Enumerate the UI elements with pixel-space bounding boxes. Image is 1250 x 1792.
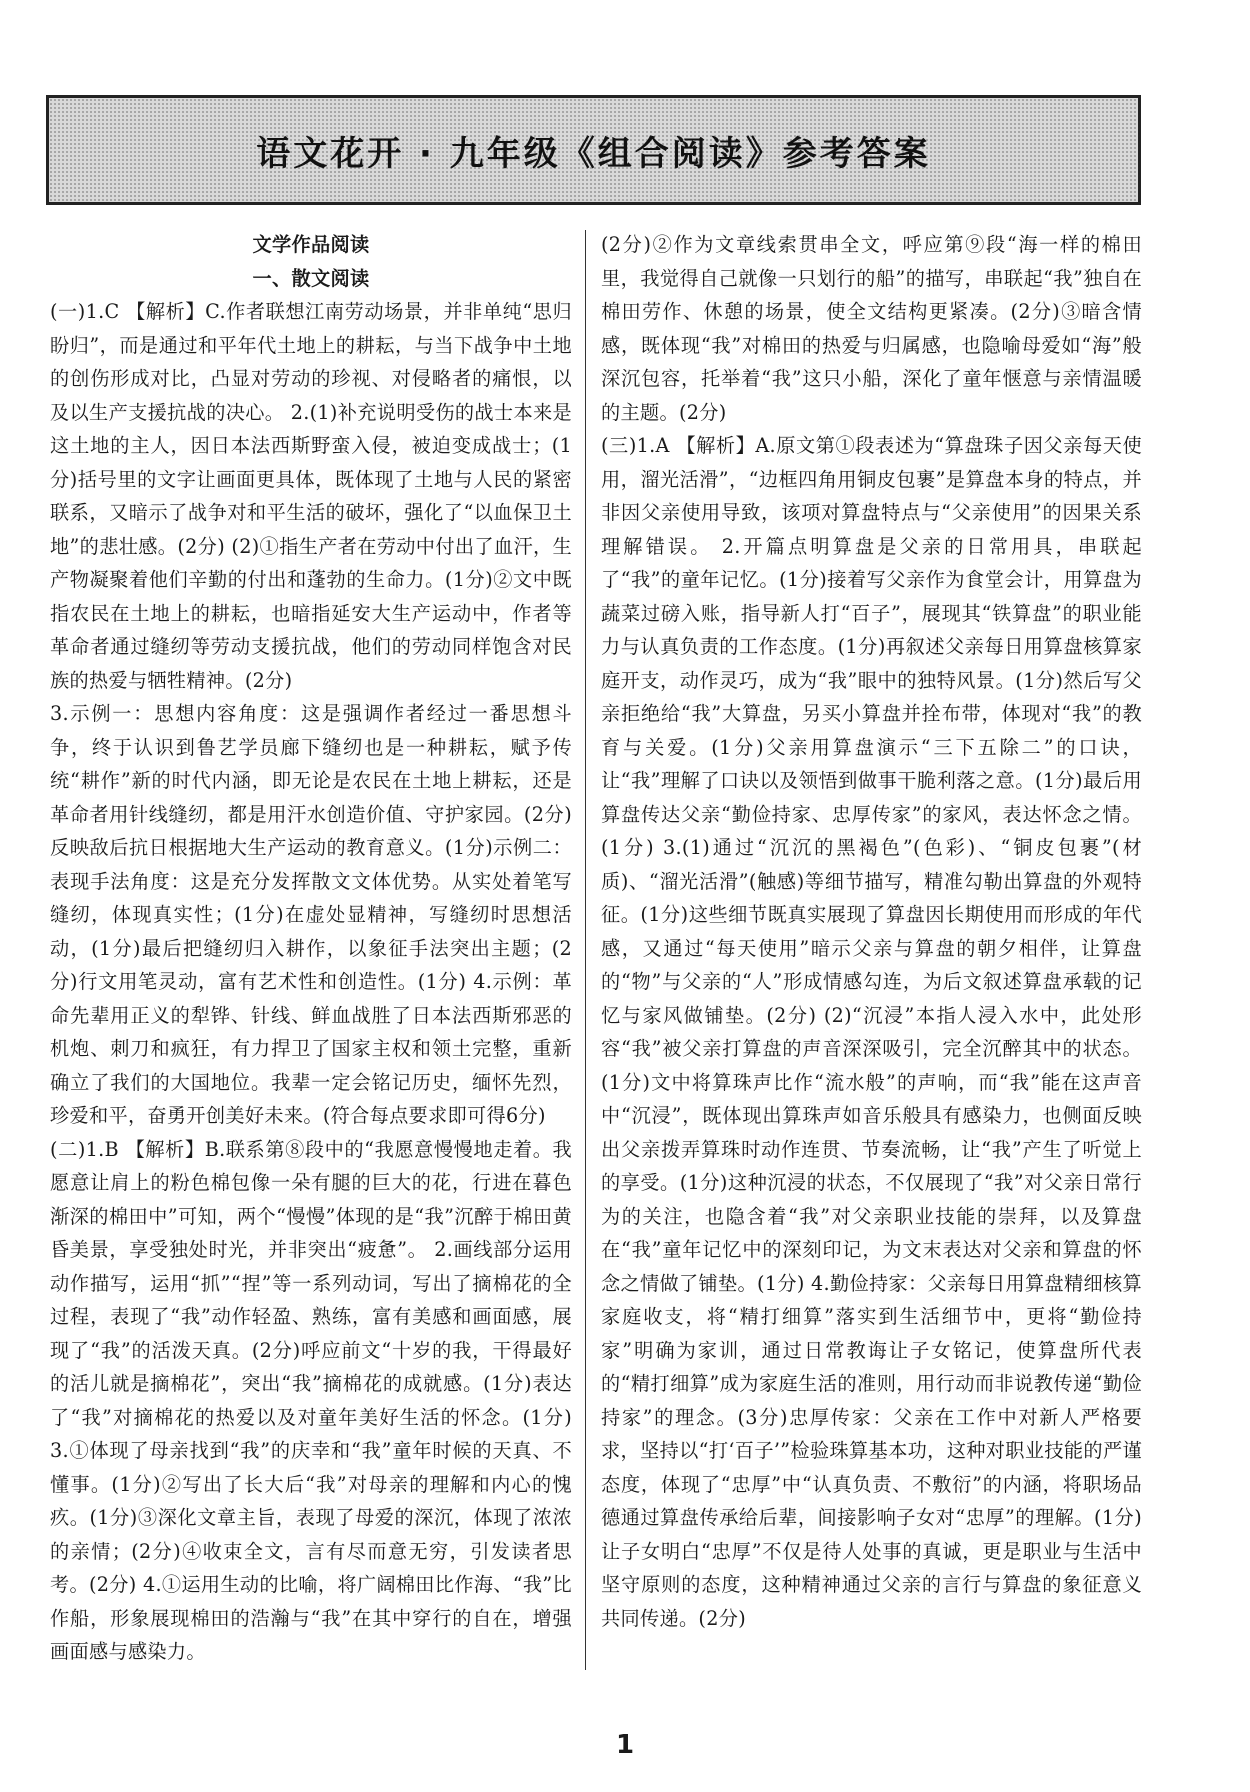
title-banner bbox=[46, 95, 1141, 205]
left-column bbox=[50, 228, 572, 1669]
answer-paragraph: (三)1.A 【解析】A.原文第①段表述为“算盘珠子因父亲每天使用，溜光活滑”，“边框四角用铜皮包裹”是算盘本身的特点，并非因父亲使用导致，该项对算盘特点与“父亲使用”的因果关系理解错误。 2.开篇点明算盘是父亲的日常用具，串联起了“我”的童年记忆。(1分)接着写父亲作为食堂会计，用算盘为蔬菜过磅入账，指导新人打“百子”，展现其“铁算盘”的职业能力与认真负责的工作态度。(1分)再叙述父亲每日用算盘核算家庭开支，动作灵巧，成为“我”眼中的独特风景。(1分)然后写父亲拒绝给“我”大算盘，另买小算盘并拴布带，体现对“我”的教育与关爱。(1分)父亲用算盘演示“三下五除二”的口诀，让“我”理解了口诀以及领悟到做事干脆利落之意。(1分)最后用算盘传达父亲“勤俭持家、忠厚传家”的家风，表达怀念之情。(1分) 3.(1)通过“沉沉的黑褐色”(色彩)、“铜皮包裹”(材质)、“溜光活滑”(触感)等细节描写，精准勾勒出算盘的外观特征。(1分)这些细节既真实展现了算盘因长期使用而形成的年代感，又通过“每天使用”暗示父亲与算盘的朝夕相伴，让算盘的“物”与父亲的“人”形成情感勾连，为后文叙述算盘承载的记忆与家风做铺垫。(2分) (2)“沉浸”本指人浸入水中，此处形容“我”被父亲打算盘的声音深深吸引，完全沉醉其中的状态。(1分)文中将算珠声比作“流水般”的声响，而“我”能在这声音中“沉浸”，既体现出算珠声如音乐般具有感染力，也侧面反映出父亲拨弄算珠时动作连贯、节奏流畅，让“我”产生了听觉上的享受。(1分)这种沉浸的状态，不仅展现了“我”对父亲日常行为的关注，也隐含着“我”对父亲职业技能的崇拜，以及算盘在“我”童年记忆中的深刻印记，为文末表达对父亲和算盘的怀念之情做了铺垫。(1分) 4.勤俭持家：父亲每日用算盘精细核算家庭收支，将“精打细算”落实到生活细节中，更将“勤俭持家”明确为家训，通过日常教诲让子女铭记，使算盘所代表的“精打细算”成为家庭生活的准则，用行动而非说教传递“勤俭持家”的理念。(3分)忠厚传家：父亲在工作中对新人严格要求，坚持以“打‘百子’”检验珠算基本功，这种对职业技能的严谨态度，体现了“忠厚”中“认真负责、不敷衍”的内涵，将职场品德通过算盘传承给后辈，间接影响子女对“忠厚”的理解。(1分)让子女明白“忠厚”不仅是待人处事的真诚，更是职业与生活中坚守原则的态度，这种精神通过父亲的言行与算盘的象征意义共同传递。(2分) bbox=[601, 434, 1142, 1630]
column-divider bbox=[585, 230, 586, 1670]
section-heading: 文学作品阅读 bbox=[252, 233, 370, 256]
answer-paragraph: 3.示例一：思想内容角度：这是强调作者经过一番思想斗争，终于认识到鲁艺学员廊下缝纫也是一种耕耘，赋予传统“耕作”新的时代内涵，即无论是农民在土地上耕耘，还是革命者用针线缝纫，都是用汗水创造价值、守护家园。(2分)反映敌后抗日根据地大生产运动的教育意义。(1分)示例二：表现手法角度：这是充分发挥散文文体优势。从实处着笔写缝纫，体现真实性；(1分)在虚处显精神，写缝纫时思想活动，(1分)最后把缝纫归入耕作，以象征手法突出主题；(2分)行文用笔灵动，富有艺术性和创造性。(1分) 4.示例：革命先辈用正义的犁铧、针线、鲜血战胜了日本法西斯邪恶的机炮、刺刀和疯狂，有力捍卫了国家主权和领土完整，重新确立了我们的大国地位。我辈一定会铭记历史，缅怀先烈，珍爱和平，奋勇开创美好未来。(符合每点要求即可得6分) bbox=[50, 702, 572, 1127]
subsection-heading: 一、散文阅读 bbox=[252, 266, 370, 290]
right-column bbox=[601, 228, 1142, 1635]
page-number: 1 bbox=[615, 1730, 635, 1760]
answer-paragraph: (一)1.C 【解析】C.作者联想江南劳动场景，并非单纯“思归盼归”，而是通过和平年代土地上的耕耘，与当下战争中土地的创伤形成对比，凸显对劳动的珍视、对侵略者的痛恨，以及以生产支援抗战的决心。 2.(1)补充说明受伤的战士本来是这土地的主人，因日本法西斯野蛮入侵，被迫变成战士；(1分)括号里的文字让画面更具体，既体现了土地与人民的紧密联系，又暗示了战争对和平生活的破坏，强化了“以血保卫土地”的悲壮感。(2分) (2)①指生产者在劳动中付出了血汗，生产物凝聚着他们辛勤的付出和蓬勃的生命力。(1分)②文中既指农民在土地上的耕耘，也暗指延安大生产运动中，作者等革命者通过缝纫等劳动支援抗战，他们的劳动同样饱含对民族的热爱与牺牲精神。(2分) bbox=[50, 300, 572, 692]
answer-paragraph: (二)1.B 【解析】B.联系第⑧段中的“我愿意慢慢地走着。我愿意让肩上的粉色棉包像一朵有腿的巨大的花，行进在暮色渐深的棉田中”可知，两个“慢慢”体现的是“我”沉醉于棉田黄昏美景，享受独处时光，并非突出“疲惫”。 2.画线部分运用动作描写，运用“抓”“捏”等一系列动词，写出了摘棉花的全过程，表现了“我”动作轻盈、熟练，富有美感和画面感，展现了“我”的活泼天真。(2分)呼应前文“十岁的我，干得最好的活儿就是摘棉花”，突出“我”摘棉花的成就感。(1分)表达了“我”对摘棉花的热爱以及对童年美好生活的怀念。(1分) 3.①体现了母亲找到“我”的庆幸和“我”童年时候的天真、不懂事。(1分)②写出了长大后“我”对母亲的理解和内心的愧疚。(1分)③深化文章主旨，表现了母爱的深沉，体现了浓浓的亲情；(2分)④收束全文，言有尽而意无穷，引发读者思考。(2分) 4.①运用生动的比喻，将广阔棉田比作海、“我”比作船，形象展现棉田的浩瀚与“我”在其中穿行的自在，增强画面感与感染力。 bbox=[50, 1137, 572, 1663]
answer-paragraph: (2分)②作为文章线索贯串全文，呼应第⑨段“海一样的棉田里，我觉得自己就像一只划行的船”的描写，串联起“我”独自在棉田劳作、休憩的场景，使全文结构更紧凑。(2分)③暗含情感，既体现“我”对棉田的热爱与归属感，也隐喻母爱如“海”般深沉包容，托举着“我”这只小船，深化了童年惬意与亲情温暖的主题。(2分) bbox=[601, 233, 1142, 424]
page-title: 语文花开 · 九年级《组合阅读》参考答案 bbox=[256, 133, 931, 174]
